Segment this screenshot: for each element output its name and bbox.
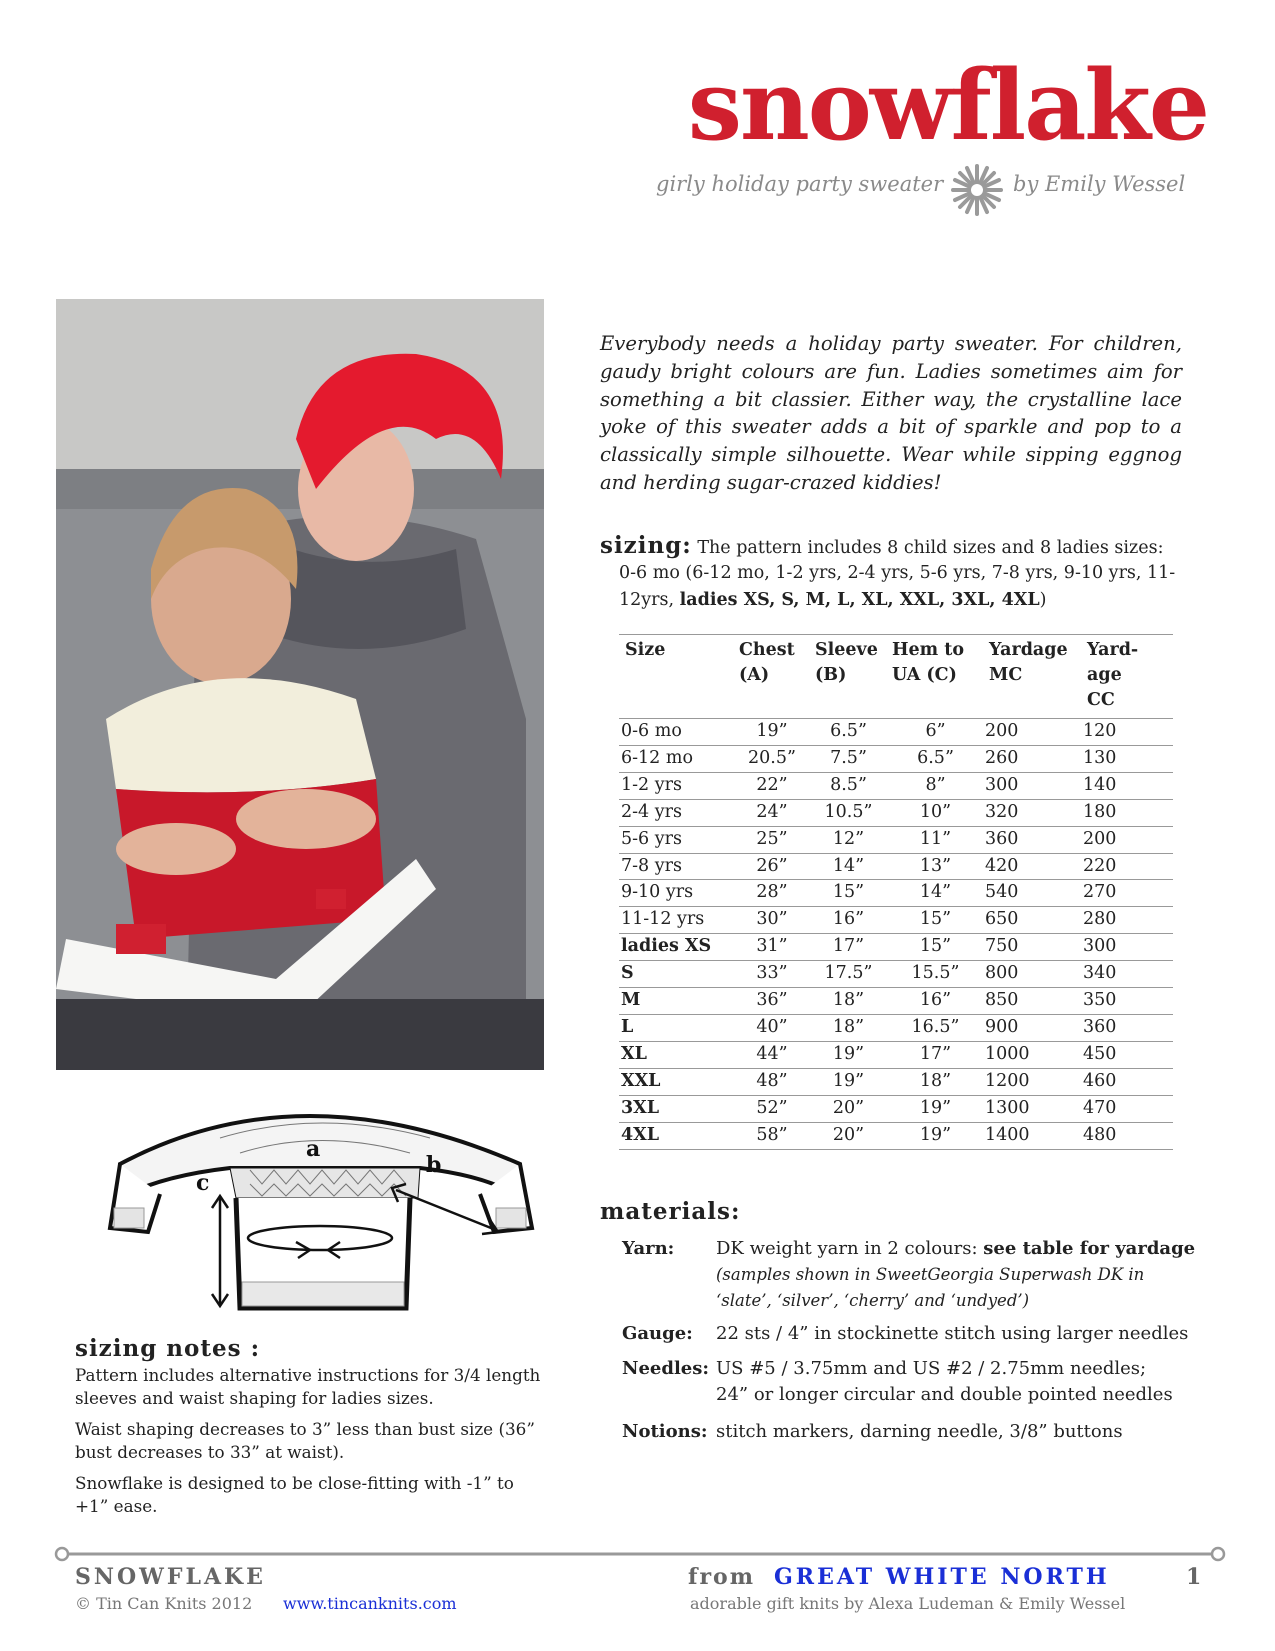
size-table-header — [619, 635, 1173, 719]
value-cell: 22” — [733, 772, 809, 799]
size-cell: 3XL — [619, 1095, 733, 1122]
table-row — [619, 799, 1173, 826]
table-row — [619, 1095, 1173, 1122]
diagram-label-a: a — [306, 1136, 321, 1162]
size-cell: ladies XS — [619, 934, 733, 961]
value-cell: 120 — [1081, 719, 1173, 746]
value-cell: 10.5” — [809, 799, 886, 826]
header-line: age — [1087, 665, 1122, 685]
value-cell: 19” — [809, 1041, 886, 1068]
value-cell: 1400 — [983, 1122, 1081, 1149]
value-cell: 18” — [886, 1068, 983, 1095]
value-cell: 13” — [886, 853, 983, 880]
value-cell: 750 — [983, 934, 1081, 961]
table-row — [619, 934, 1173, 961]
value-cell: 14” — [809, 853, 886, 880]
page-number: 1 — [1186, 1564, 1202, 1590]
header-line: MC — [989, 665, 1023, 685]
table-row — [619, 1068, 1173, 1095]
value-cell: 16” — [809, 907, 886, 934]
value-cell: 19” — [733, 719, 809, 746]
notions-value: stitch markers, darning needle, 3/8” buttons — [716, 1421, 1123, 1442]
size-cell: L — [619, 1014, 733, 1041]
footer-rule — [54, 1544, 1226, 1564]
value-cell: 17” — [886, 1041, 983, 1068]
value-cell: 25” — [733, 826, 809, 853]
table-row — [619, 907, 1173, 934]
value-cell: 30” — [733, 907, 809, 934]
table-row — [619, 745, 1173, 772]
value-cell: 540 — [983, 880, 1081, 907]
value-cell: 15.5” — [886, 961, 983, 988]
needles-text1: US #5 / 3.75mm and US #2 / 2.75mm needles; — [716, 1358, 1147, 1379]
value-cell: 200 — [1081, 826, 1173, 853]
value-cell: 260 — [983, 745, 1081, 772]
value-cell: 900 — [983, 1014, 1081, 1041]
size-table-header-cell — [886, 635, 983, 719]
value-cell: 18” — [809, 988, 886, 1015]
value-cell: 340 — [1081, 961, 1173, 988]
value-cell: 31” — [733, 934, 809, 961]
table-row — [619, 880, 1173, 907]
intro-paragraph: Everybody needs a holiday party sweater. For children, gaudy bright colours are fun. Ladies sometimes aim for something a bit classier. Either way, the crystalline lace yoke of this sweater adds a bit of sparkle and pop to a classically simple silhouette. Wear while sipping eggnog and herding sugar-crazed kiddies! — [600, 332, 1182, 494]
value-cell: 1000 — [983, 1041, 1081, 1068]
header-line: Sleeve — [815, 640, 878, 660]
value-cell: 15” — [809, 880, 886, 907]
value-cell: 180 — [1081, 799, 1173, 826]
ladies-sizes: ladies XS, S, M, L, XL, XXL, 3XL, 4XL — [679, 590, 1040, 610]
gauge-label: Gauge: — [622, 1323, 693, 1344]
sizing-note-3: Snowflake is designed to be close-fitting with -1” to +1” ease. — [75, 1473, 514, 1516]
value-cell: 360 — [983, 826, 1081, 853]
value-cell: 44” — [733, 1041, 809, 1068]
sweater-schematic — [100, 1098, 540, 1318]
diagram-label-b: b — [426, 1152, 442, 1178]
header-line: Size — [625, 640, 666, 660]
needles-label: Needles: — [622, 1358, 710, 1379]
value-cell: 1300 — [983, 1095, 1081, 1122]
value-cell: 11” — [886, 826, 983, 853]
size-cell: XXL — [619, 1068, 733, 1095]
value-cell: 33” — [733, 961, 809, 988]
value-cell: 40” — [733, 1014, 809, 1041]
table-row — [619, 988, 1173, 1015]
value-cell: 20.5” — [733, 745, 809, 772]
value-cell: 16.5” — [886, 1014, 983, 1041]
table-row — [619, 772, 1173, 799]
size-table-header-cell — [619, 635, 733, 719]
page-title: snowflake — [687, 49, 1208, 162]
sizing-lead: The pattern includes 8 child sizes and 8 ladies sizes: — [697, 538, 1164, 558]
value-cell: 17.5” — [809, 961, 886, 988]
value-cell: 450 — [1081, 1041, 1173, 1068]
value-cell: 14” — [886, 880, 983, 907]
value-cell: 6.5” — [809, 719, 886, 746]
header-line: (A) — [739, 665, 770, 685]
gauge-value: 22 sts / 4” in stockinette stitch using larger needles — [716, 1323, 1189, 1344]
footer-pattern-title: SNOWFLAKE — [75, 1564, 266, 1590]
size-cell: S — [619, 961, 733, 988]
footer-book-subtitle: adorable gift knits by Alexa Ludeman & Emily Wessel — [690, 1594, 1126, 1613]
footer-from: from — [688, 1564, 756, 1590]
footer-book-title: GREAT WHITE NORTH — [774, 1564, 1110, 1590]
header-line: CC — [1087, 690, 1115, 710]
header-line: Yard- — [1087, 640, 1139, 660]
footer-copyright: © Tin Can Knits 2012 — [75, 1594, 253, 1613]
size-cell: 6-12 mo — [619, 745, 733, 772]
value-cell: 19” — [809, 1068, 886, 1095]
value-cell: 16” — [886, 988, 983, 1015]
sizing-list — [619, 560, 1189, 614]
needles-text2: 24” or longer circular and double pointed needles — [716, 1384, 1173, 1405]
sizing-note-2: Waist shaping decreases to 3” less than bust size (36” bust decreases to 33” at waist). — [75, 1419, 535, 1462]
size-cell: 5-6 yrs — [619, 826, 733, 853]
size-cell: 7-8 yrs — [619, 853, 733, 880]
size-cell: 2-4 yrs — [619, 799, 733, 826]
value-cell: 300 — [983, 772, 1081, 799]
header-line: (B) — [815, 665, 847, 685]
value-cell: 200 — [983, 719, 1081, 746]
value-cell: 800 — [983, 961, 1081, 988]
value-cell: 360 — [1081, 1014, 1173, 1041]
yarn-bold: see table for yardage — [983, 1238, 1196, 1259]
value-cell: 140 — [1081, 772, 1173, 799]
header-line: Hem to — [892, 640, 965, 660]
header-line: Chest — [739, 640, 795, 660]
table-row — [619, 853, 1173, 880]
table-row — [619, 826, 1173, 853]
size-cell: 1-2 yrs — [619, 772, 733, 799]
subtitle-left: girly holiday party sweater — [656, 172, 944, 196]
needles-value — [716, 1356, 1196, 1408]
value-cell: 6.5” — [886, 745, 983, 772]
value-cell: 300 — [1081, 934, 1173, 961]
value-cell: 24” — [733, 799, 809, 826]
table-row — [619, 1014, 1173, 1041]
value-cell: 52” — [733, 1095, 809, 1122]
yarn-note2: ‘slate’, ‘silver’, ‘cherry’ and ‘undyed’) — [716, 1291, 1030, 1310]
cover-photo — [56, 299, 544, 1070]
child-sizes: 0-6 mo (6-12 mo, 1-2 yrs, 2-4 yrs, 5-6 yrs, 7-8 yrs, 9-10 yrs, 11-12yrs, — [619, 563, 1176, 610]
size-cell: 4XL — [619, 1122, 733, 1149]
value-cell: 220 — [1081, 853, 1173, 880]
size-cell: 9-10 yrs — [619, 880, 733, 907]
materials-heading: materials: — [600, 1198, 741, 1225]
value-cell: 320 — [983, 799, 1081, 826]
size-table — [619, 634, 1173, 1150]
size-table-header-cell — [733, 635, 809, 719]
footer-website-link[interactable]: www.tincanknits.com — [283, 1594, 457, 1613]
value-cell: 12” — [809, 826, 886, 853]
sizing-note-1: Pattern includes alternative instructions for 3/4 length sleeves and waist shaping for ladies sizes. — [75, 1365, 541, 1408]
value-cell: 460 — [1081, 1068, 1173, 1095]
size-cell: 11-12 yrs — [619, 907, 733, 934]
sizing-heading: sizing: — [600, 532, 692, 559]
yarn-value — [716, 1236, 1196, 1314]
value-cell: 19” — [886, 1122, 983, 1149]
value-cell: 480 — [1081, 1122, 1173, 1149]
value-cell: 270 — [1081, 880, 1173, 907]
sizing-section — [600, 532, 1200, 562]
table-row — [619, 1041, 1173, 1068]
size-cell: 0-6 mo — [619, 719, 733, 746]
value-cell: 850 — [983, 988, 1081, 1015]
size-cell: XL — [619, 1041, 733, 1068]
size-table-header-cell — [1081, 635, 1173, 719]
value-cell: 15” — [886, 934, 983, 961]
yarn-note1: (samples shown in SweetGeorgia Superwash DK in — [716, 1265, 1145, 1284]
value-cell: 420 — [983, 853, 1081, 880]
yarn-text: DK weight yarn in 2 colours: — [716, 1238, 984, 1259]
size-cell: M — [619, 988, 733, 1015]
size-table-header-cell — [809, 635, 886, 719]
value-cell: 15” — [886, 907, 983, 934]
value-cell: 19” — [886, 1095, 983, 1122]
value-cell: 36” — [733, 988, 809, 1015]
header-line: UA (C) — [892, 665, 957, 685]
table-row — [619, 1122, 1173, 1149]
value-cell: 8.5” — [809, 772, 886, 799]
value-cell: 280 — [1081, 907, 1173, 934]
value-cell: 20” — [809, 1095, 886, 1122]
value-cell: 650 — [983, 907, 1081, 934]
value-cell: 58” — [733, 1122, 809, 1149]
header-line: Yardage — [989, 640, 1068, 660]
diagram-label-c: c — [196, 1170, 210, 1196]
value-cell: 7.5” — [809, 745, 886, 772]
sizing-notes-heading: sizing notes : — [75, 1335, 261, 1362]
value-cell: 350 — [1081, 988, 1173, 1015]
value-cell: 20” — [809, 1122, 886, 1149]
subtitle-right: by Emily Wessel — [1013, 172, 1186, 196]
value-cell: 10” — [886, 799, 983, 826]
table-row — [619, 961, 1173, 988]
value-cell: 8” — [886, 772, 983, 799]
value-cell: 1200 — [983, 1068, 1081, 1095]
value-cell: 18” — [809, 1014, 886, 1041]
value-cell: 470 — [1081, 1095, 1173, 1122]
value-cell: 130 — [1081, 745, 1173, 772]
sizing-close: ) — [1039, 590, 1047, 610]
size-table-header-cell — [983, 635, 1081, 719]
snowflake-logo-icon — [949, 162, 1005, 218]
value-cell: 28” — [733, 880, 809, 907]
value-cell: 26” — [733, 853, 809, 880]
yarn-label: Yarn: — [622, 1238, 675, 1259]
value-cell: 48” — [733, 1068, 809, 1095]
notions-label: Notions: — [622, 1421, 708, 1442]
value-cell: 6” — [886, 719, 983, 746]
value-cell: 17” — [809, 934, 886, 961]
table-row — [619, 719, 1173, 746]
